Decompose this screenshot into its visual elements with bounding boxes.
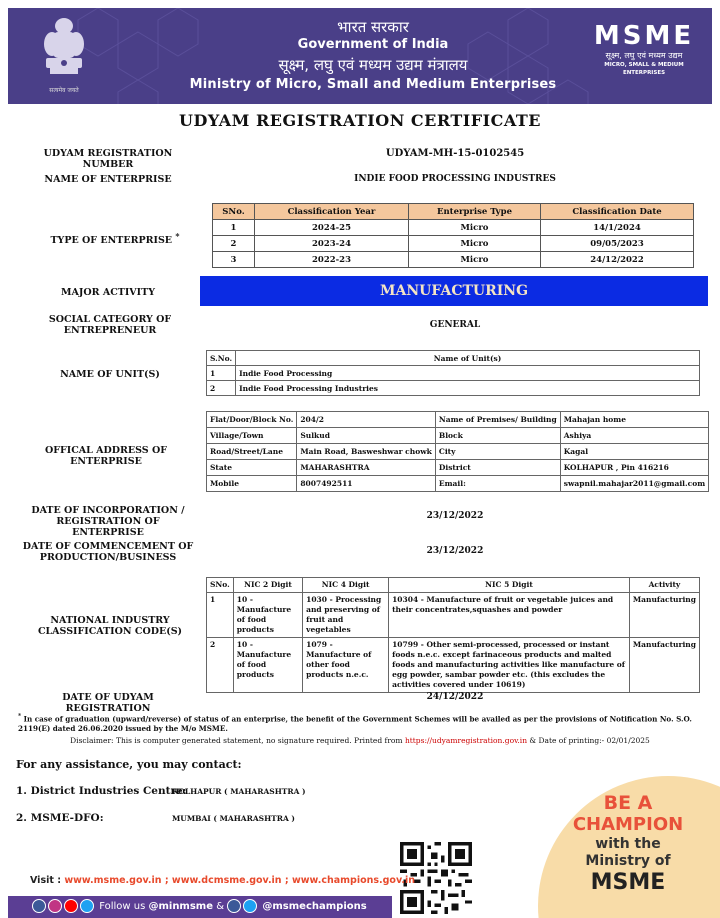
table-cell: District [435, 460, 560, 476]
table-cell: 1 [207, 366, 236, 381]
table-cell: Ashiya [560, 428, 708, 444]
table-cell: 1 [207, 593, 234, 638]
social-follow [32, 898, 367, 916]
udyam-date-value: 24/12/2022 [426, 692, 484, 702]
champion-line1: BE A [603, 792, 653, 814]
classification-header-row [213, 204, 694, 220]
units-header-row [207, 351, 700, 366]
msme-logo [592, 22, 696, 77]
certificate-title: UDYAM REGISTRATION CERTIFICATE [179, 111, 541, 130]
table-cell: 204/2 [297, 412, 436, 428]
enterprise-type-label-text: TYPE OF ENTERPRISE [50, 235, 173, 247]
handle-separator: & [216, 901, 225, 912]
nic-header-cell: NIC 2 Digit [233, 578, 302, 593]
enterprise-name-label: NAME OF ENTERPRISE [44, 174, 172, 185]
table-cell: Micro [409, 236, 541, 252]
table-cell: Micro [409, 220, 541, 236]
table-cell: 10 - Manufacture of food products [233, 593, 302, 638]
table-cell: State [207, 460, 297, 476]
nic-label: NATIONAL INDUSTRY CLASSIFICATION CODE(S) [37, 615, 183, 637]
table-row [207, 381, 700, 396]
nic-header-cell: NIC 4 Digit [303, 578, 389, 593]
dic-label: 1. District Industries Centre: [16, 785, 187, 797]
table-row [207, 444, 709, 460]
table-cell: MAHARASHTRA [297, 460, 436, 476]
reg-number-value: UDYAM-MH-15-0102545 [385, 148, 525, 159]
table-row [207, 460, 709, 476]
table-cell: Main Road, Basweshwar chowk [297, 444, 436, 460]
udyam-date-label: DATE OF UDYAM REGISTRATION [62, 692, 154, 714]
table-cell: 2023-24 [255, 236, 409, 252]
table-cell: Flat/Door/Block No. [207, 412, 297, 428]
header-english-line1: Government of India [297, 37, 449, 52]
disclaimer-before: Disclaimer: This is computer generated statement, no signature required. Printed from [70, 736, 405, 745]
table-row [207, 412, 709, 428]
footnote-text: In case of graduation (upward/reverse) of status of an enterprise, the benefit of the Government Schemes will be availed as per the provisions of Notification No. S.O. 2119(E) dated 26.06.2020 issued by the M/o MSME. [18, 714, 692, 734]
table-cell: Mahajan home [560, 412, 708, 428]
champion-banner [560, 792, 696, 896]
visit-links [30, 875, 415, 886]
facebook-icon[interactable] [227, 899, 241, 913]
classification-table [212, 203, 694, 268]
enterprise-type-marker: * [175, 232, 180, 241]
table-cell: Village/Town [207, 428, 297, 444]
table-cell: 2022-23 [255, 252, 409, 268]
table-cell: 2 [207, 638, 234, 693]
units-header-cell: S.No. [207, 351, 236, 366]
website-links[interactable]: www.msme.gov.in ; www.dcmsme.gov.in ; www.champions.gov.in [64, 875, 416, 886]
major-activity-value: MANUFACTURING [200, 276, 708, 306]
table-cell: 09/05/2023 [541, 236, 694, 252]
champion-line4: Ministry of [585, 853, 671, 869]
table-cell: 10304 - Manufacture of fruit or vegetable juices and their concentrates,squashes and powder [389, 593, 630, 638]
table-cell: swapnil.mahajar2011@gmail.com [560, 476, 708, 492]
social-category-label: SOCIAL CATEGORY OF ENTREPRENEUR [48, 314, 172, 336]
address-label: OFFICAL ADDRESS OF ENTERPRISE [45, 445, 167, 467]
instagram-icon[interactable] [48, 899, 62, 913]
champion-line2: CHAMPION [572, 814, 684, 835]
emblem-caption: सत्यमेव जयते [49, 87, 79, 94]
table-cell: Road/Street/Lane [207, 444, 297, 460]
twitter-icon[interactable] [80, 899, 94, 913]
dfo-label: 2. MSME-DFO: [16, 812, 104, 824]
address-table [206, 411, 709, 492]
dfo-value: MUMBAI ( MAHARASHTRA ) [172, 814, 295, 823]
table-cell: 1079 - Manufacture of other food products n.e.c. [303, 638, 389, 693]
table-cell: 3 [213, 252, 255, 268]
commencement-label: DATE OF COMMENCEMENT OF PRODUCTION/BUSINESS [22, 541, 194, 563]
facebook-icon[interactable] [32, 899, 46, 913]
table-row [213, 220, 694, 236]
disclaimer-after: & Date of printing:- 02/01/2025 [527, 736, 650, 745]
classification-header-cell: Classification Date [541, 204, 694, 220]
udyam-portal-link[interactable]: https://udyamregistration.gov.in [404, 736, 528, 745]
table-cell: Block [435, 428, 560, 444]
table-cell: 10 - Manufacture of food products [233, 638, 302, 693]
table-cell: 2 [213, 236, 255, 252]
header-hindi-line1: भारत सरकार [337, 18, 409, 36]
table-row [207, 593, 700, 638]
dic-value: KOLHAPUR ( MAHARASHTRA ) [172, 787, 306, 796]
table-cell: 14/1/2024 [541, 220, 694, 236]
commencement-value: 23/12/2022 [426, 546, 484, 556]
table-row [207, 476, 709, 492]
nic-table [206, 577, 700, 693]
table-cell: Email: [435, 476, 560, 492]
youtube-icon[interactable] [64, 899, 78, 913]
table-cell: Micro [409, 252, 541, 268]
table-cell: 1 [213, 220, 255, 236]
table-cell: 8007492511 [297, 476, 436, 492]
table-cell: 2 [207, 381, 236, 396]
nic-header-cell: NIC 5 Digit [389, 578, 630, 593]
table-cell: Manufacturing [629, 593, 699, 638]
assistance-heading: For any assistance, you may contact: [16, 758, 242, 771]
table-cell: Mobile [207, 476, 297, 492]
msme-logo-english: MICRO, SMALL & MEDIUM ENTERPRISES [604, 62, 684, 76]
follow-label: Follow us [99, 901, 146, 912]
incorporation-value: 23/12/2022 [426, 511, 484, 521]
nic-header-row [207, 578, 700, 593]
table-row [207, 428, 709, 444]
handle-msmechampions[interactable]: @msmechampions [262, 901, 367, 912]
msme-logo-hindi: सूक्ष्म, लघु एवं मध्यम उद्यम [605, 51, 683, 60]
header-titles [158, 18, 588, 94]
graduation-footnote [18, 712, 704, 734]
units-label: NAME OF UNIT(S) [60, 369, 160, 380]
table-cell: 24/12/2022 [541, 252, 694, 268]
header-english-line2: Ministry of Micro, Small and Medium Enterprises [189, 77, 557, 92]
enterprise-name-value: INDIE FOOD PROCESSING INDUSTRES [354, 174, 556, 184]
champion-line5: MSME [590, 870, 666, 895]
units-table [206, 350, 700, 396]
table-cell: Kagal [560, 444, 708, 460]
units-header-cell: Name of Unit(s) [236, 351, 700, 366]
table-cell: Indie Food Processing Industries [236, 381, 700, 396]
table-cell: 2024-25 [255, 220, 409, 236]
table-cell: KOLHAPUR , Pin 416216 [560, 460, 708, 476]
nic-header-cell: SNo. [207, 578, 234, 593]
table-cell: 10799 - Other semi-processed, processed or instant foods n.e.c. except farinaceous products and malted foods and manufacturing activities like manufacture of egg powder, sambar powder etc. (this excludes the activities covered under 10619) [389, 638, 630, 693]
handle-minmsme[interactable]: @minmsme [148, 901, 214, 912]
national-emblem-icon [38, 16, 90, 96]
table-cell: Indie Food Processing [236, 366, 700, 381]
incorporation-label: DATE OF INCORPORATION / REGISTRATION OF ENTERPRISE [31, 505, 185, 538]
footnote-marker: * [18, 713, 22, 720]
reg-number-label: UDYAM REGISTRATION NUMBER [43, 148, 173, 170]
msme-logo-word: MSME [593, 21, 695, 51]
government-header [8, 8, 712, 104]
table-row [213, 236, 694, 252]
twitter-icon[interactable] [243, 899, 257, 913]
nic-header-cell: Activity [629, 578, 699, 593]
enterprise-type-label [40, 231, 190, 246]
table-row [207, 366, 700, 381]
classification-header-cell: SNo. [213, 204, 255, 220]
classification-header-cell: Enterprise Type [409, 204, 541, 220]
major-activity-label: MAJOR ACTIVITY [61, 287, 155, 298]
social-category-value: GENERAL [429, 320, 481, 330]
disclaimer [0, 736, 720, 745]
table-cell: Manufacturing [629, 638, 699, 693]
table-cell: Name of Premises/ Building [435, 412, 560, 428]
table-cell: City [435, 444, 560, 460]
table-cell: 1030 - Processing and preserving of fruit and vegetables [303, 593, 389, 638]
table-row [213, 252, 694, 268]
champion-line3: with the [595, 836, 661, 852]
header-hindi-line2: सूक्ष्म, लघु एवं मध्यम उद्यम मंत्रालय [278, 56, 468, 74]
classification-header-cell: Classification Year [255, 204, 409, 220]
table-cell: Sulkud [297, 428, 436, 444]
visit-label: Visit : [30, 875, 65, 886]
table-row [207, 638, 700, 693]
